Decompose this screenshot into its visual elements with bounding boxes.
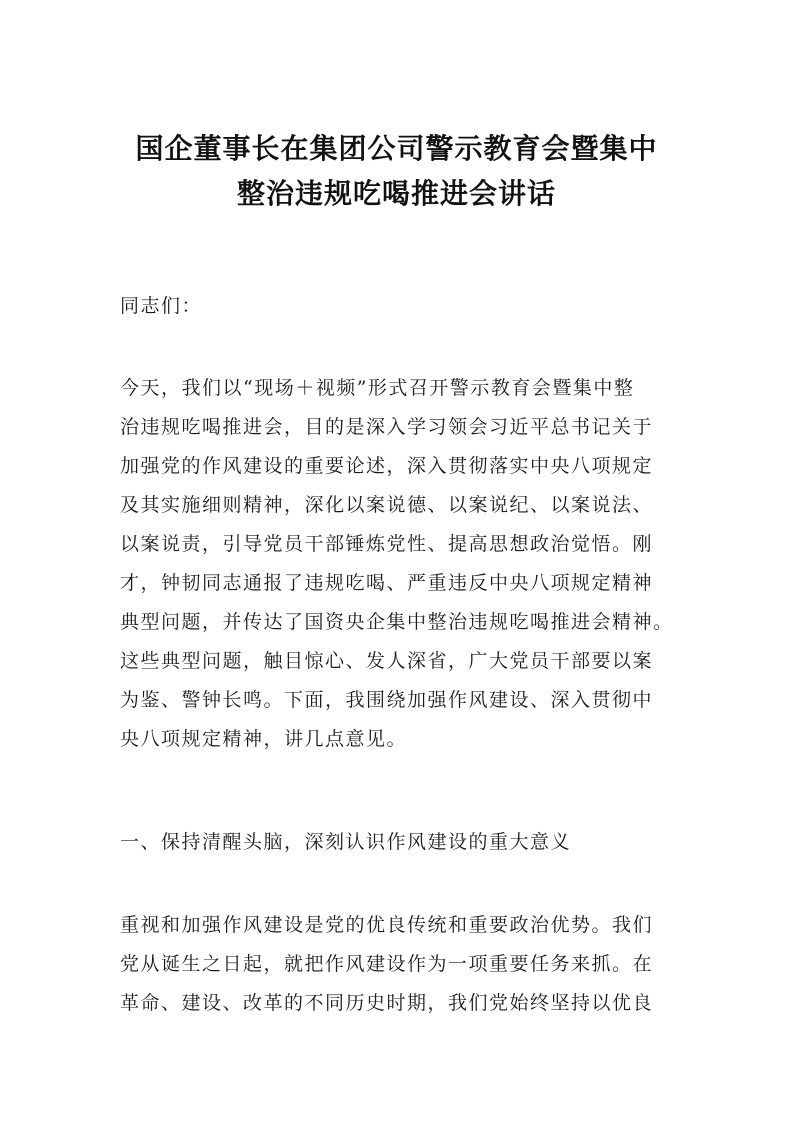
document-title-line-2: 整治违规吃喝推进会讲话	[236, 177, 556, 210]
section-heading-text: 一、保持清醒头脑，深刻认识作风建设的重大意义	[120, 831, 572, 853]
paragraph-line: 为鉴、警钟长鸣。下面，我围绕加强作风建设、深入贯彻中	[120, 689, 654, 711]
paragraph-line: 重视和加强作风建设是党的优良传统和重要政治优势。我们	[120, 914, 654, 936]
document-title-line-1: 国企董事长在集团公司警示教育会暨集中	[135, 132, 658, 165]
paragraph-line: 这些典型问题，触目惊心、发人深省，广大党员干部要以案	[120, 650, 654, 672]
paragraph-line: 党从诞生之日起，就把作风建设作为一项重要任务来抓。在	[120, 953, 654, 975]
salutation	[120, 287, 680, 326]
section-heading-1	[120, 823, 680, 862]
salutation-text: 同志们：	[120, 295, 203, 317]
paragraph-2	[120, 906, 680, 1023]
paragraph-line: 央八项规定精神，讲几点意见。	[120, 728, 408, 750]
paragraph-line: 加强党的作风建设的重要论述，深入贯彻落实中央八项规定	[120, 455, 654, 477]
paragraph-line: 治违规吃喝推进会，目的是深入学习领会习近平总书记关于	[120, 416, 654, 438]
paragraph-line: 典型问题，并传达了国资央企集中整治违规吃喝推进会精神。	[120, 611, 674, 633]
paragraph-line: 才，钟韧同志通报了违规吃喝、严重违反中央八项规定精神	[120, 572, 654, 594]
paragraph-line: 今天，我们以“现场＋视频”形式召开警示教育会暨集中整	[120, 377, 635, 399]
paragraph-line: 以案说责，引导党员干部锤炼党性、提高思想政治觉悟。刚	[120, 533, 654, 555]
paragraph-line: 革命、建设、改革的不同历史时期，我们党始终坚持以优良	[120, 992, 654, 1014]
paragraph-1	[120, 369, 680, 759]
paragraph-line: 及其实施细则精神，深化以案说德、以案说纪、以案说法、	[120, 494, 654, 516]
